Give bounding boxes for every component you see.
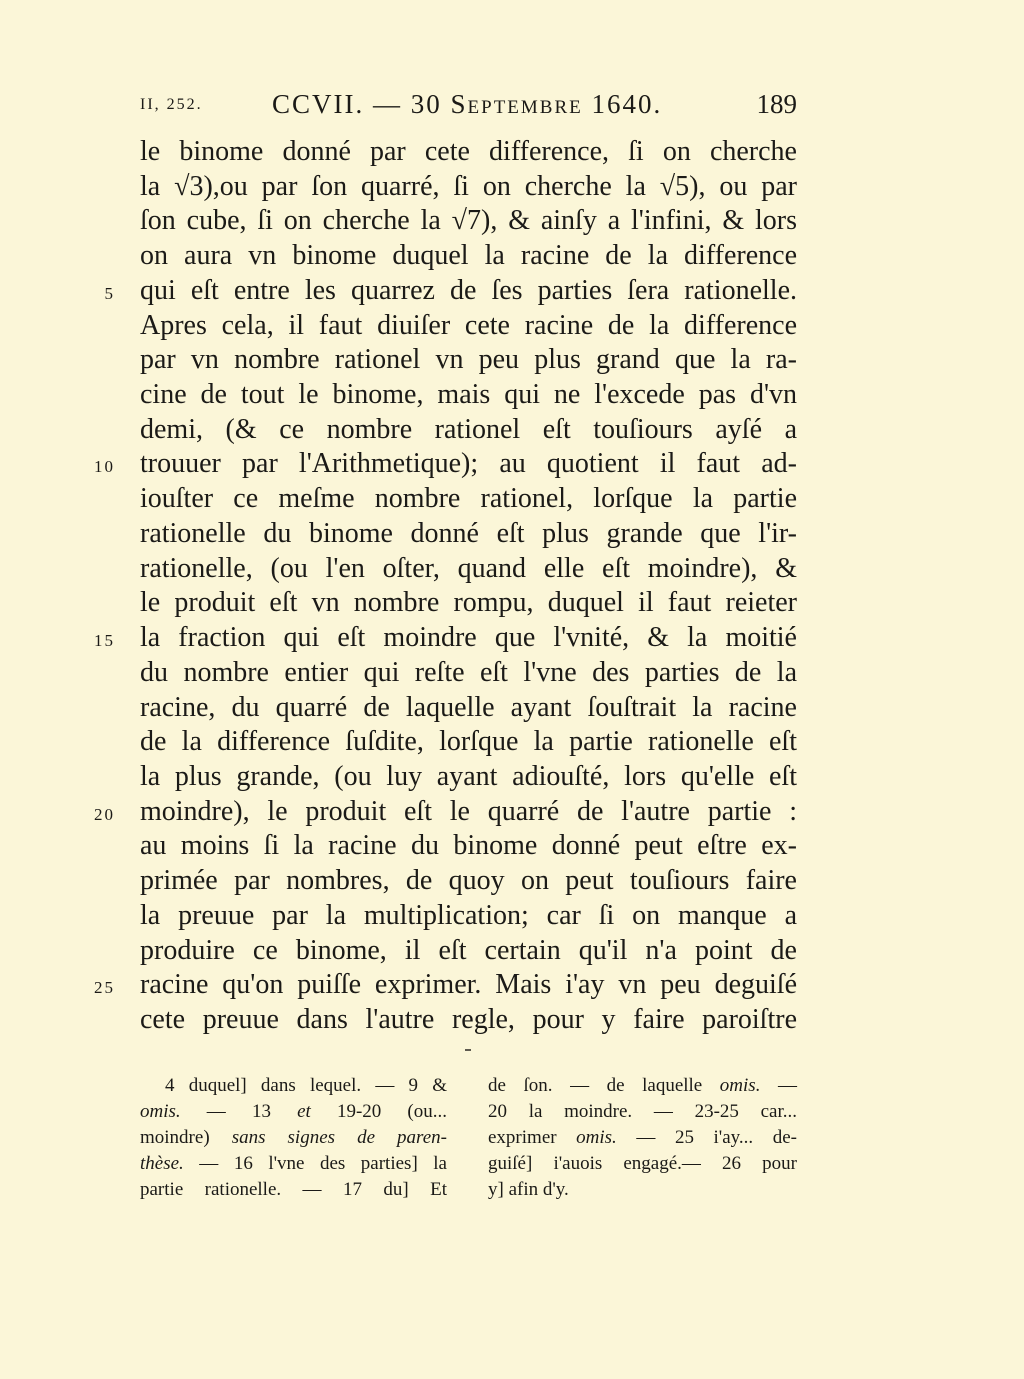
footnote-line [140,1177,447,1203]
footnote-line [165,1073,447,1099]
footnote-line [488,1177,797,1203]
letter-heading [272,87,662,121]
footnote-italic: omis. [719,1075,761,1096]
text-line [94,968,797,1003]
footnote-line [488,1151,797,1177]
footnote-line [140,1151,447,1177]
text-line-content: cete preuue dans l'autre regle, pour y faire paroiſtre [140,1003,797,1035]
text-line-content: on aura vn binome duquel la racine de la difference [140,240,797,272]
text-line-content: le binome donné par cete difference, ſi on cherche [140,136,797,167]
text-line-content: racine qu'on puiſſe exprimer. Mais i'ay vn peu deguiſé [140,969,797,1001]
text-line-content: moindre), le produit eſt le quarré de l'autre partie : [140,795,797,827]
body-text [94,135,797,1038]
line-number: 25 [94,978,115,998]
text-line [140,899,797,934]
text-line-content: racine, du quarré de laquelle ayant ſouſtrait la racine [140,691,797,723]
text-line-content: iouſter ce meſme nombre rationel, lorſque la partie [140,483,797,515]
text-line [140,517,797,552]
footnote-line [140,1099,447,1125]
line-number: 10 [94,457,115,477]
text-line [140,829,797,864]
text-line-content: le produit eſt vn nombre rompu, duquel il faut reieter [140,587,797,619]
line-number: 20 [94,804,115,824]
text-line-content: par vn nombre rationel vn peu plus grand que la ra- [140,344,797,376]
footnote-line [140,1125,447,1151]
footnote-italic: thèse. [140,1153,184,1174]
footnote-italic: omis. [576,1127,617,1148]
printer-mark [465,1049,471,1051]
footnote-line [488,1099,797,1125]
text-line [140,934,797,969]
text-line [140,170,797,205]
text-line-content: cine de tout le binome, mais qui ne l'excede pas d'vn [140,379,797,411]
text-line-content: primée par nombres, de quoy on peut touſiours faire [140,865,797,897]
footnote-italic: sans signes de paren- [231,1127,448,1148]
text-line-content: rationelle, (ou l'en oſter, quand elle eſt moindre), & [140,552,797,584]
text-line-content: Apres cela, il faut diuiſer cete racine de la difference [140,309,797,341]
footnotes-right-column [488,1073,797,1203]
text-line [140,413,797,448]
text-line [140,135,797,170]
text-line [140,239,797,274]
text-line-content: la √3),ou par ſon quarré, ſi on cherche la √5), ou par [140,170,797,202]
text-line [140,760,797,795]
text-line [104,274,797,309]
heading-year: 1640. [591,89,663,119]
text-line [140,552,797,587]
footnote-text: — [760,1075,798,1096]
text-line-content: au moins ſi la racine du binome donné peut eſtre ex- [140,830,797,862]
text-line [94,447,797,482]
text-line-content: trouuer par l'Arithmetique); au quotient il faut ad- [140,448,797,480]
footnote-line [488,1073,797,1099]
footnote-text: — 25 i'ay... de- [616,1127,797,1148]
footnote-text: exprimer [488,1127,577,1148]
footnote-text: — 13 [180,1101,298,1122]
footnote-text: 20 la moindre. — 23-25 car... [488,1101,797,1122]
text-line-content: du nombre entier qui reſte eſt l'vne des parties de la [140,656,797,688]
text-line [94,795,797,830]
line-number: 15 [94,631,115,651]
footnote-text: de ſon. — de laquelle [488,1075,720,1096]
text-line [140,864,797,899]
footnote-text: 19-20 (ou... [310,1101,448,1122]
footnote-italic: omis. [140,1101,181,1122]
text-line-content: produire ce binome, il eſt certain qu'il n'a point de [140,934,797,966]
heading-month: Septembre [450,89,583,119]
text-line-content: la preuue par la multiplication; car ſi on manque a [140,899,797,931]
footnote-italic: et [297,1101,311,1122]
footnote-text: — 16 l'vne des parties] la [183,1153,447,1174]
text-line [140,204,797,239]
footnote-text: partie rationelle. — 17 du] Et [140,1179,447,1200]
text-line [140,343,797,378]
page-number: 189 [756,89,797,119]
text-line-content: la fraction qui eſt moindre que l'vnité, & la moitié [140,622,797,654]
text-line [94,621,797,656]
volume-page-reference: II, 252. [140,96,203,113]
text-line [140,725,797,760]
footnote-text: y] afin d'y. [488,1179,569,1200]
text-line-content: demi, (& ce nombre rationel eſt touſiours ayſé a [140,413,797,445]
footnote-text: moindre) [140,1127,232,1148]
text-line-content: ſon cube, ſi on cherche la √7), & ainſy a l'infini, & lors [140,205,797,237]
footnote-text: 4 duquel] dans lequel. — 9 & [165,1075,447,1096]
text-line-content: la plus grande, (ou luy ayant adiouſté, lors qu'elle eſt [140,760,797,792]
line-number: 5 [104,283,115,303]
text-line [140,309,797,344]
footnote-text: guiſé] i'auois engagé.— 26 pour [488,1153,797,1174]
text-line [140,482,797,517]
footnote-line [488,1125,797,1151]
text-line [140,1003,797,1038]
text-line [140,656,797,691]
heading-number-day: CCVII. — 30 [272,89,442,119]
text-line [140,378,797,413]
text-line-content: qui eſt entre les quarrez de ſes parties ſera rationelle. [140,274,797,306]
footnotes-left-column [140,1073,447,1203]
text-line-content: de la difference ſuſdite, lorſque la partie rationelle eſt [140,726,797,758]
text-line-content: rationelle du binome donné eſt plus grande que l'ir- [140,517,797,549]
text-line [140,691,797,726]
text-line [140,586,797,621]
